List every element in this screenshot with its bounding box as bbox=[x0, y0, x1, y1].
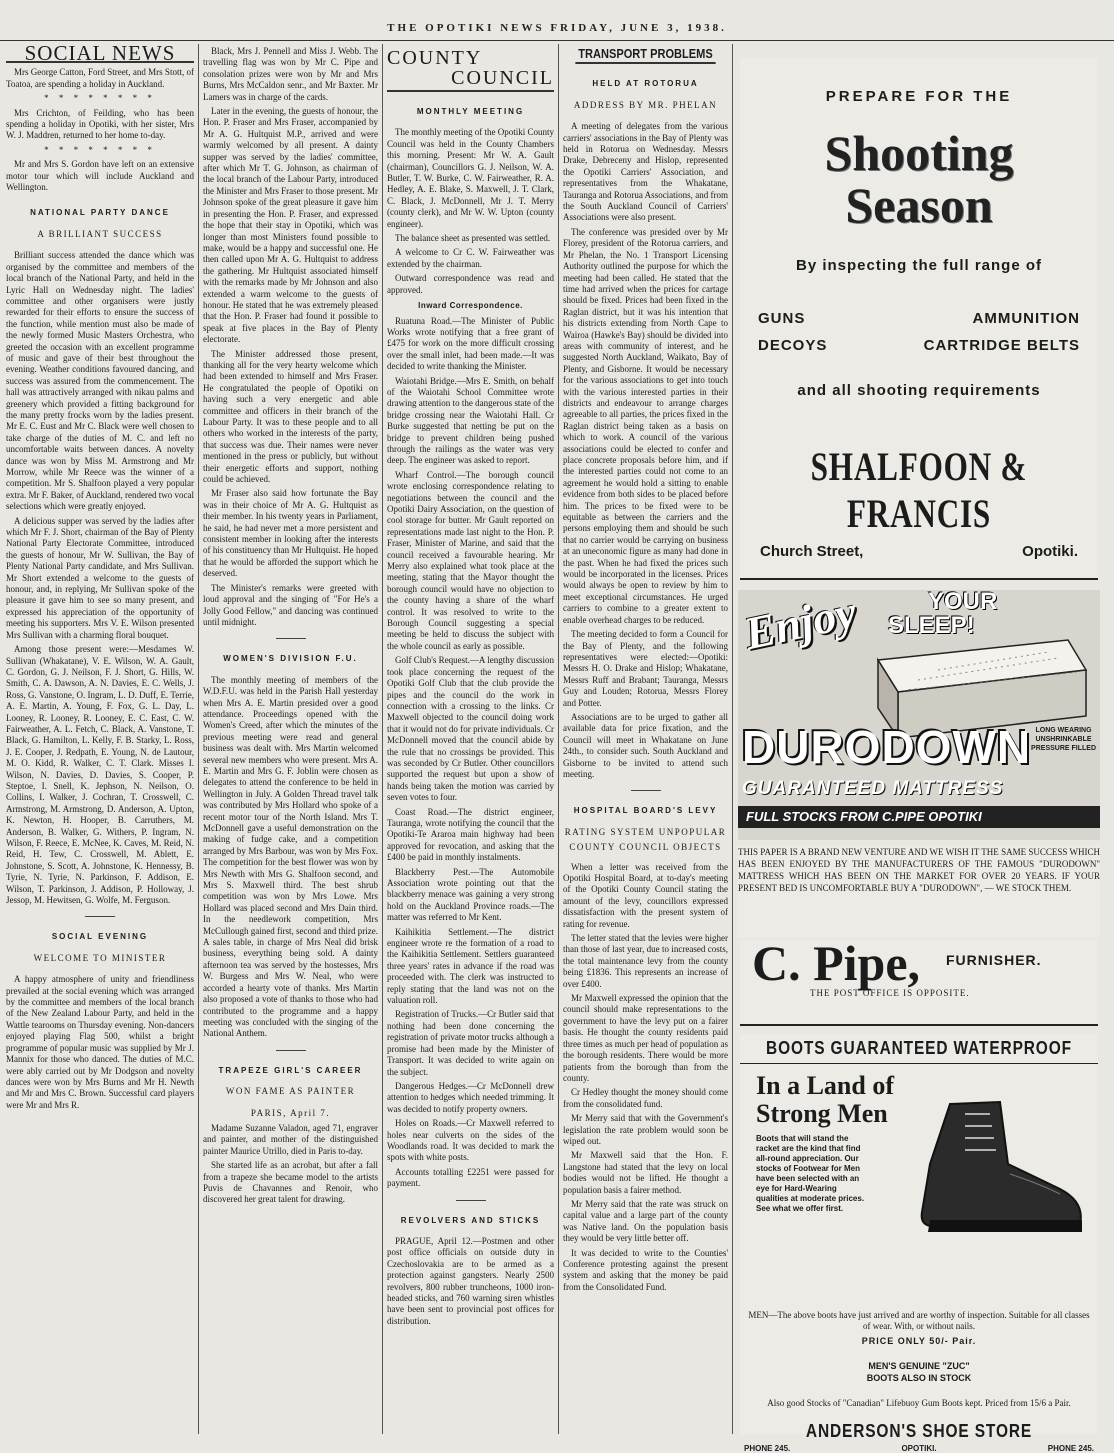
subheadline-welcome-to-minister: WELCOME TO MINISTER bbox=[33, 952, 167, 963]
article-paragraph: Mr and Mrs S. Gordon have left on an extensive motor tour which will include Auckland and Wellington. bbox=[6, 159, 194, 193]
article-paragraph: Among those present were:—Mesdames W. Sullivan (Whakatane), V. E. Wilson, W. A. Gault, C. Gordon, G. J. Neilson, F. J. Short, G. Hills, W. Smith, C. A. Dawson, A. N. Davies, E. C. Wells, J. Ross, G. Vanstone, O. Ingram, L. D. Duff, E. Terrie, A. E. Martin, A. Young, F. Fox, G. L. Day, L. Looney, R. Looney, R. Looney, E. C. East, C. W. Fairweather, A. L. Fetch, C. Black, A. Vanstone, T. Black, G. Hamilton, L. Kelly, F. B. Starky, L. Ross, J. E. Cooper, J. Redpath, E. Young, N. de Lautour, M. O. Kidd, R. Walker, C. T. Clark. Misses I. Wilson, N. Davies, D. Davies, S. Cooper, P. Steptoe, I. Snell, K. Jephson, N. Neilson, O. Collins, I. Walker, J. Cochran, T. Crosswell, C. Armstrong, M. Armstrong, D. Anderson, A. Upton, K. Newton, H. Hooper, B. Carruthers, M. Anderson, B. Walker, G. Withers, P. Ingram, N. Wilson, F. Reece, E. McNee, K. Caves, M. Reid, N. Reid, H. Tew, C. Crosswell, M. Ablett, E. Johnstone, S. Scott, A. Johnstone, K. Hennessy, B. Tyrie, N. Tyrie, N. Parkinson, F. Addison, E. Wilson, T. Parkinson, J. Addison, P. Holloway, J. Jessop, M. Hewitsen, G. Wolfe, M. Ferguson. bbox=[6, 644, 194, 906]
column-transport-problems bbox=[563, 46, 728, 1436]
ad-town: Opotiki. bbox=[1022, 543, 1078, 560]
masthead-rule bbox=[0, 40, 1114, 41]
article-paragraph: Mr Merry said that the rate was struck on capital value and a large part of the county was Native land. On the population basis they would be very little better off. bbox=[563, 1198, 728, 1244]
ad-street: Church Street, bbox=[760, 543, 864, 560]
ad-all-requirements: and all shooting requirements bbox=[797, 382, 1041, 399]
subheadline-brilliant-success: A BRILLIANT SUCCESS bbox=[37, 228, 163, 239]
article-paragraph: The monthly meeting of members of the W.D.F.U. was held in the Parish Hall yesterday when Mrs A. E. Martin presided over a good attendance. Proceedings opened with the Women's Creed, after which the minutes of the previous meeting were read and general business was dealt with. Mrs Martin welcomed several new members who were present. Mrs A. E. Martin and Mrs G. F. Joblin were chosen as delegates to attend the conference to be held in Wellington in July. A Golden Thread travel talk was contributed by Mrs Hollard who spoke of a recent motor tour of the North Island. Mrs T. McDonnell gave a useful demonstration on the making of fudge cake, and a competition arranged by Mrs Barbour, was won by Mrs Fox. The competition for the best flower was won by Mrs Newth with Mrs G. Shalfoon second, and Mrs S. Maxwell third. The best shrub competition was won by Mrs Lowe. Mrs Hollard was placed second and Mrs Dain third. In the needlework competition, Mrs McCullough gained first, second and third prize. A sales table, in charge of Mrs Neal did brisk business, everything being sold. A dainty afternoon tea was served by the hostesses, Mrs W. Burgess and Mrs W. Neal, who were accorded a hearty vote of thanks. Mrs Martin also proposed a vote of thanks to those who had contributed to the programme and a happy meeting was concluded with the singing of the National Anthem. bbox=[203, 674, 378, 1039]
ad-furnisher: FURNISHER. bbox=[946, 952, 1042, 968]
article-paragraph: The balance sheet as presented was settled. bbox=[395, 233, 551, 244]
article-paragraph: A delicious supper was served by the ladies after which Mr F. J. Short, chairman of the Bay of Plenty National Party Electorate Committee, introduced the guests of honour, Mr W. Sullivan, the Bay of Plenty National Party candidate, and Mrs Sullivan. Mr Short extended a welcome to the guests of honour, and, in replying, Mr Sullivan spoke of the pleasure it gave him to see so many present, and expressed his appreciation of the opportunity of meeting his supporters. Mrs V. E. Wilson presented Mrs Sullivan with a charming floral bouquet. bbox=[6, 515, 194, 640]
subheadline-rating-system: RATING SYSTEM UNPOPULAR bbox=[564, 826, 727, 837]
article-paragraph: A meeting of delegates from the various carriers' associations in the Bay of Plenty was held in Rotorua on Wednesday. Messrs Drake, Debreceny and Hislop, represented the Opotiki Carriers' Association, and representatives from the Whakatane, Tauranga and Rotorua Associations, and from the South Auckland Council of Carriers' Associations were also present. bbox=[563, 121, 728, 223]
article-paragraph: Later in the evening, the guests of honour, the Hon. P. Fraser and Mrs Fraser, accompanied by Mr A. G. Hultquist M.P., arrived and were warmly welcomed by all present. A dainty supper was served by the ladies' committee, after which Mr T. G. Johnson, as chairman of the local branch of the Labour Party, introduced the Minister and Mrs Fraser to those present. Mr Johnson spoke of the great pleasure it gave him in presenting the Hon. P. Fraser, and expressed the hope that their stay in Opotiki, which was longer than most Ministers found possible to make, would be a happy and successful one. He then called upon Mr A. G. Hultquist to address the gathering. Mr Hultquist associated himself with the remarks made by Mr Johnson and also extended a warm welcome to the guests of honour. He stated that he was extremely pleased that the Hon. P. Fraser had found it possible to speak at five places in the Bay of Plenty electorate. bbox=[203, 106, 378, 345]
ad-phones bbox=[740, 1444, 1098, 1453]
ad-long-3: PRESSURE FILLED bbox=[1031, 745, 1096, 752]
ad-durodown-copy: THIS PAPER IS A BRAND NEW VENTURE AND WE WISH IT THE SAME SUCCESS WHICH HAS BEEN ENJOYED BY THE MANUFACTURERS OF THE FAMOUS "DURODOWN" MATTRESS WHICH HAS BEEN ON THE MARKET FOR OVER 20 YEARS. IF YOUR PRESENT BED IS UNCOMFORTABLE BUY A "DURODOWN", — WE STOCK THEM. bbox=[738, 847, 1100, 893]
article-paragraph: The meeting decided to form a Council for the Bay of Plenty, and the following representatives were elected:—Opotiki: Messrs H. O. Drake and Hislop; Whakatane, Messrs Ruff and Brabant; Tauranga, Messrs Guy and Louden; Rotorua, Messrs Florey and Potter. bbox=[563, 629, 728, 708]
ad-your-sleep bbox=[888, 590, 997, 638]
ad-season-word: Season bbox=[845, 177, 993, 233]
social-news-title: SOCIAL NEWS bbox=[6, 48, 194, 63]
article-paragraph: Mr Merry said that with the Government's legislation the rate problem would soon be wiped out. bbox=[563, 1113, 728, 1146]
ad-ammunition: AMMUNITION bbox=[972, 310, 1080, 327]
article-paragraph: The letter stated that the levies were higher than those of last year, due to increased costs, the total maintenance levy from the county being £1836. This represents an increase of over £400. bbox=[563, 933, 728, 989]
advert-cpipe bbox=[740, 935, 1098, 1026]
ad-phone-left: PHONE 245. bbox=[744, 1444, 791, 1453]
divider bbox=[740, 1063, 1098, 1064]
article-paragraph: PRAGUE, April 12.—Postmen and other post office officials on outside duty in Czechoslovakia are to be armed as a protection against gangsters. Nearly 2500 revolvers, 800 rubber truncheons, 1000 iron-headed sticks, and 760 warning siren whistles have been sent to provincial post offices for distribution. bbox=[387, 1235, 554, 1326]
column-rule bbox=[732, 44, 733, 1434]
headline-monthly-meeting: MONTHLY MEETING bbox=[416, 107, 525, 116]
headline-womens-division: WOMEN'S DIVISION F.U. bbox=[223, 654, 358, 664]
article-paragraph: When a letter was received from the Opotiki Hospital Board, at to-day's meeting of the Opotiki County Council stating the amount of the levy, councillors expressed dissatisfaction with the present system of rating for revenue. bbox=[563, 861, 728, 929]
article-paragraph: Accounts totalling £2251 were passed for payment. bbox=[387, 1166, 554, 1189]
ad-town: OPOTIKI. bbox=[901, 1444, 937, 1453]
article-paragraph: The Minister's remarks were greeted with loud approval and the singing of "For He's a Jolly Good Fellow," and dancing was continued until midnight. bbox=[203, 582, 378, 627]
ad-full-stocks: FULL STOCKS FROM C.PIPE OPOTIKI bbox=[738, 806, 1100, 828]
subheadline-address-by-phelan: ADDRESS BY MR. PHELAN bbox=[573, 99, 718, 110]
divider bbox=[456, 1200, 486, 1201]
ad-decoys: DECOYS bbox=[758, 337, 828, 354]
advert-shooting-season bbox=[740, 58, 1098, 580]
article-paragraph: Registration of Trucks.—Cr Butler said that nothing had been done concerning the registration of private motor trucks although a promise had been made by the Minister of Transport. It was decided to write again on the subject. bbox=[387, 1009, 554, 1077]
headline-revolvers-and-sticks: REVOLVERS AND STICKS bbox=[400, 1215, 541, 1225]
column-rule bbox=[198, 44, 199, 1434]
ad-cpipe-name: C. Pipe, bbox=[752, 935, 921, 991]
article-paragraph: Brilliant success attended the dance which was organised by the committee and members of the local branch of the National Party, and held in the Lyric Hall on Wednesday night. The ladies' committee and other organisers were justly rewarded for their efforts to ensure the success of the function, while mention must also be made of the newly formed Music Masters Orchestra, who greeted the occasion with an excellent programme of music and gave of their best throughout the evening. Weather conditions favoured dancing, and success was assured from the commencement. The hall was attractively arranged with nikau palms and greenery which provided a fitting background for the many pretty frocks worn by the ladies present. Mr E. C. Eust and Mr C. Black were well chosen to take charge of the duties of M. C. and left no uncomfortable waits between dances. A novelty dance was won by Miss M. Armstrong and Mr Morrow, while Mr Reece was the winner of a competition. Mr S. Shalfoon played a very popular extra. Mr F. Baker, of Auckland, rendered two vocal selections which were greatly enjoyed. bbox=[6, 250, 194, 512]
ad-guaranteed-mattress: GUARANTEED MATTRESS bbox=[742, 778, 1004, 799]
article-paragraph: Kaihikitia Settlement.—The district engineer wrote re the formation of a road to the Kaihikitia Settlement. Settlers guaranteed three years' rates in advance if the road was proceeded with. The clerk was instructed to reply stating that the land was not on the valuation roll. bbox=[387, 926, 554, 1006]
ad-enjoy-script: Enjoy bbox=[739, 585, 861, 660]
article-paragraph: Mr Maxwell said that the Hon. F. Langstone had stated that the levy on local bodies would not be lifted. He thought a population basis a fairer method. bbox=[563, 1150, 728, 1195]
ad-row-guns bbox=[740, 310, 1098, 327]
ad-long-2: UNSHRINKABLE bbox=[1035, 736, 1092, 743]
subheadline-county-council-objects: COUNTY COUNCIL OBJECTS bbox=[569, 842, 722, 853]
column-social-news bbox=[6, 46, 194, 1436]
article-paragraph: It was decided to write to the Counties' Conference protesting against the present system and asking that the money be paid from the Consolidated Fund. bbox=[563, 1247, 728, 1292]
headline-hospital-boards-levy: HOSPITAL BOARD'S LEVY bbox=[573, 806, 718, 816]
ad-post-office: THE POST OFFICE IS OPPOSITE. bbox=[810, 988, 970, 998]
subheadline-won-fame: WON FAME AS PAINTER bbox=[225, 1086, 356, 1097]
divider bbox=[631, 790, 661, 791]
ad-long-wearing bbox=[1031, 726, 1096, 753]
ad-zuc-2: BOOTS ALSO IN STOCK bbox=[866, 1373, 972, 1383]
ad-your: YOUR bbox=[928, 588, 998, 615]
transport-problems-title: TRANSPORT PROBLEMS bbox=[575, 48, 715, 64]
article-paragraph: Golf Club's Request.—A lengthy discussion took place concerning the request of the Opotiki Golf Club that the club provide the pipes and the council do the work in connection with a crossing to the links. Cr Maxwell objected to the council doing work that it would not do for private individuals. Cr McDonnell moved that the council abide by the rule that no crossings be provided. This was seconded by Cr Butler. Other councillors supported the request but upon a show of hands being taken the motion was carried by seven votes to four. bbox=[387, 655, 554, 803]
ad-men-text: MEN—The above boots have just arrived and are worthy of inspection. Suitable for all classes of wear. With, or without nails. bbox=[748, 1310, 1090, 1331]
article-paragraph: Holes on Roads.—Cr Maxwell referred to holes near culverts on the sides of the Woodlands road. It was decided to mark the spots with white posts. bbox=[387, 1118, 554, 1163]
ad-by-inspecting: By inspecting the full range of bbox=[795, 257, 1043, 274]
article-paragraph: Blackberry Pest.—The Automobile Association wrote pointing out that the blackberry menace was gaining a very strong hold on the Auckland Province roads.—The matter was referred to Mr Kent. bbox=[387, 866, 554, 923]
article-paragraph: Coast Road.—The district engineer, Tauranga, wrote notifying the council that the Opotiki-Te Araroa main highway had been approved for revocation, and asking that the £400 be paid in monthly instalments. bbox=[387, 806, 554, 863]
ad-price: PRICE ONLY 50/- Pair. bbox=[861, 1336, 977, 1346]
star-separator: * * * * * * * * bbox=[44, 144, 156, 155]
ad-land-2: Strong Men bbox=[756, 1099, 888, 1128]
headline-national-party-dance: NATIONAL PARTY DANCE bbox=[30, 208, 170, 218]
ad-prepare-text: PREPARE FOR THE bbox=[825, 88, 1013, 105]
column-two bbox=[203, 46, 378, 1436]
headline-inward-correspondence: Inward Correspondence. bbox=[418, 301, 523, 311]
divider bbox=[85, 916, 115, 917]
star-separator: * * * * * * * * bbox=[44, 93, 156, 104]
ad-address bbox=[740, 543, 1098, 560]
ad-zuc-1: MEN'S GENUINE "ZUC" bbox=[868, 1361, 970, 1371]
article-paragraph: Associations are to be urged to gather all available data for price fixation, and the Council will meet in Whakatane on June 24th., to consider such. South Auckland and Gisborne to be invited to attend such meeting. bbox=[563, 711, 728, 779]
ad-phone-right: PHONE 245. bbox=[1047, 1444, 1094, 1453]
article-paragraph: Black, Mrs J. Pennell and Miss J. Webb. The travelling flag was won by Mr C. Pipe and consolation prizes were won by Mr and Mrs Burns, Mrs McCaldon senr., and Mr Baxter. Mr Lamers was in charge of the cards. bbox=[203, 46, 378, 102]
column-county-council bbox=[387, 46, 554, 1436]
article-paragraph: Mr Fraser also said how fortunate the Bay was in their choice of Mr A. G. Hultquist as their member. In his twenty years in Parliament, he said, he had never met a more persistent and consistent member in looking after the interests of his constituency than Mr Hultquist. He hoped that he would be afforded the support which he deserved. bbox=[203, 488, 378, 579]
advert-durodown bbox=[738, 585, 1100, 840]
article-paragraph: Cr Hedley thought the money should come from the consolidated fund. bbox=[563, 1087, 728, 1109]
article-paragraph: The Minister addressed those present, thanking all for the very hearty welcome which had been extended to himself and Mrs Fraser. He congratulated the people of Opotiki on having such a very energetic and able committee and officers in their branch of the Labour Party. It was to these people and to all others who worked in the interests of the party, that success was due. Their names were never mentioned in the press or publicly, but without their energetic efforts and support, nothing could be achieved. bbox=[203, 348, 378, 485]
county-title: COUNTY bbox=[387, 47, 483, 69]
ad-cartridge-belts: CARTRIDGE BELTS bbox=[923, 337, 1080, 354]
ad-durodown-word: DURODOWN bbox=[742, 721, 1032, 773]
boot-illustration bbox=[890, 1094, 1090, 1244]
article-paragraph: A happy atmosphere of unity and friendliness prevailed at the social evening which was arranged by the committee and members of the local branch of the New Zealand Labour Party, and held in the Wattle tearooms on Thursday evening. Non-dancers enjoyed playing Flag 500, whilst a bright programme of popular music was supplied by Mr J. Mannix for those who danced. The duties of M.C. were ably carried out by Mr Dodgson and novelty dances were won by Mrs Burns and Mr H. Newth and Mr and Mrs C. Brown. Successful card players were Mr and Mrs R. bbox=[6, 974, 194, 1110]
article-paragraph: Mr Maxwell expressed the opinion that the council should make representations to the government to have the levy put on a fairer basis. He thought the county residents paid three times as much per head of population as the borough residents. There would be more patients from the borough than from the county. bbox=[563, 993, 728, 1083]
article-paragraph: Outward correspondence was read and approved. bbox=[387, 273, 554, 295]
ad-guns: GUNS bbox=[758, 310, 806, 327]
ad-also-stocks: Also good Stocks of "Canadian" Lifebuoy Gum Boots kept. Priced from 15/6 a Pair. bbox=[767, 1398, 1071, 1408]
article-paragraph: Waiotahi Bridge.—Mrs E. Smith, on behalf of the Waiotahi School Committee wrote drawing attention to the dangerous state of the bridge crossing near the Waiotahi Hall. Cr Burke suggested that netting be put on the bridge to prevent children being pushed through the railings as the water was very deep. The engineer was asked to report. bbox=[387, 375, 554, 466]
article-paragraph: The conference was presided over by Mr Florey, president of the Rotorua carriers, and Mr Phelan, the No. 1 Transport Licensing Authority outlined the purpose for which the meeting had been called. He stated that the time had arrived when the prices for cartage should be fixed. Prices had been fixed in the Raglan district, but it was his intention that his districts extending from North Cape to Wairoa (Hawke's Bay) should be divided into areas with community of interest, and he suggested North Auckland, Waikato, Bay of Plenty, and Gisborne. It would be necessary for the various associations to get into touch with the various interested parties in their districts and endeavour to arrange charges agreeable to all parties, the prices fixed in the Raglan district being taken as a basis on which to work. A council of the various associations could be elected to confer and place concrete proposals before him, and if the interested parties could not come to an agreement he would hold a sitting to enable evidence from both sides to be placed before him. The prices to be fixed were to be equitable as between the carriers and the persons employing them and should be such that no carrier would be carrying on business at an uneconomic figure as many had done in the past. When he had fixed the prices such would be incorporated in the licenses. Prices would always be open to review by him to meet exceptional circumstances. He urged carriers to combine to a greater extent to enable overhead charges to be reduced. bbox=[563, 226, 728, 625]
headline-held-at-rotorua: HELD AT ROTORUA bbox=[592, 79, 699, 89]
masthead: THE OPOTIKI NEWS FRIDAY, JUNE 3, 1938. bbox=[387, 22, 727, 34]
article-paragraph: Mrs George Catton, Ford Street, and Mrs Stott, of Toatoa, are spending a holiday in Auckland. bbox=[6, 67, 194, 89]
article-paragraph: A welcome to Cr C. W. Fairweather was extended by the chairman. bbox=[387, 247, 554, 269]
column-rule bbox=[558, 44, 559, 1434]
ad-store-name: ANDERSON'S SHOE STORE bbox=[805, 1421, 1033, 1441]
article-paragraph: Mrs Crichton, of Feilding, who has been spending a holiday in Opotiki, with her sister, Mrs W. J. Maddren, returned to her home to-day. bbox=[6, 107, 194, 141]
ad-land-1: In a Land of bbox=[756, 1071, 894, 1100]
article-paragraph: Dangerous Hedges.—Cr McDonnell drew attention to hedges which needed trimming. It was decided to notify property owners. bbox=[387, 1080, 554, 1114]
ad-boots-headline: BOOTS GUARANTEED WATERPROOF bbox=[766, 1038, 1072, 1058]
ad-firm-name: SHALFOON & FRANCIS bbox=[810, 444, 1028, 536]
ad-shooting-word: Shooting bbox=[824, 125, 1014, 181]
ad-sleep: SLEEP! bbox=[888, 612, 975, 639]
headline-social-evening: SOCIAL EVENING bbox=[51, 932, 149, 942]
advert-durodown-text bbox=[738, 846, 1100, 938]
council-title: COUNCIL bbox=[387, 68, 554, 92]
article-paragraph: Madame Suzanne Valadon, aged 71, engraver and painter, and mother of the distinguished painter Maurice Utrillo, died in Paris to-day. bbox=[203, 1122, 378, 1156]
ad-boots-blurb: Boots that will stand the racket are the kind that find all-round appreciation. Our stocks of Footwear for Men have been selected with an eye for Hard-Wearing qualities at moderate prices. See what we offer first. bbox=[756, 1134, 865, 1213]
ad-zuc bbox=[740, 1360, 1098, 1384]
advert-boots bbox=[740, 1034, 1098, 1453]
column-rule bbox=[382, 44, 383, 1434]
ad-row-decoys bbox=[740, 337, 1098, 354]
article-paragraph: Ruatuna Road.—The Minister of Public Works wrote notifying that a free grant of £475 for work on the more difficult crossing over the small inlet, had been made.—It was decided to write thanking the Minister. bbox=[387, 315, 554, 372]
divider bbox=[276, 1050, 306, 1051]
dateline: PARIS, April 7. bbox=[250, 1107, 331, 1118]
article-paragraph: Wharf Control.—The borough council wrote enclosing correspondence relating to negotiations between the council and the Opotiki Dairy Association, on the question of cool storage for butter. Mr Gault reported on representations made last night to the Hon. P. Fraser, Minister of Marine, and said that the council received a favourable hearing. Mr Merry also explained what took place at the meeting, stating that the Mayor thought the borough council would have no objection to the county having a share of the wharf control. It was resolved to write to the Borough Council suggesting a special meeting be held to discuss the subject with the whole council as early as possible. bbox=[387, 469, 554, 651]
article-paragraph: She started life as an acrobat, but after a fall from a trapeze she became model to the artists Puvis de Chavannes and Renoir, who discovered her great talent for drawing. bbox=[203, 1160, 378, 1205]
divider bbox=[276, 638, 306, 639]
article-paragraph: The monthly meeting of the Opotiki County Council was held in the County Chambers this morning. Present: Mr W. A. Gault (chairman), Councillors G. J. Neilson, W. A. Butler, T. W. Burke, C. W. Fairweather, R. A. Hedley, A. E. Blake, S. Maxwell, J. T. Clark, C. Black, J. McDonnell, Mr J. T. Merry (county clerk), and Mr W. W. Upton (county engineer). bbox=[387, 127, 554, 229]
headline-trapeze-girls-career: TRAPEZE GIRL'S CAREER bbox=[218, 1065, 363, 1075]
ad-long-1: LONG WEARING bbox=[1035, 727, 1092, 734]
